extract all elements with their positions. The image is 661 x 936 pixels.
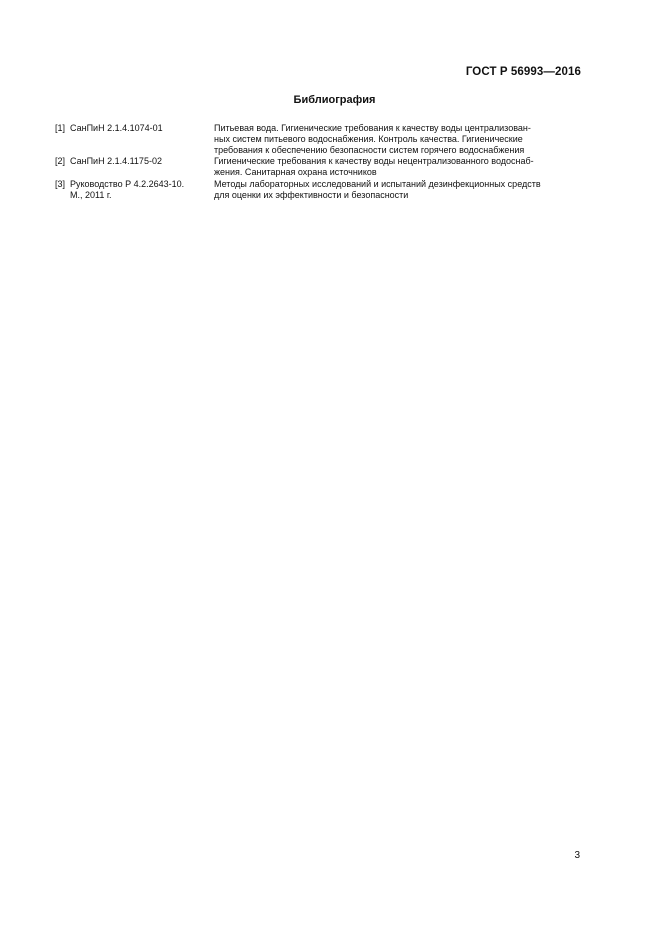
bibliography-entry — [55, 179, 580, 201]
bibliography-entry — [55, 156, 580, 178]
entry-number: [3] — [55, 178, 66, 189]
entry-reference: СанПиН 2.1.4.1074-01 — [70, 123, 163, 133]
entry-reference: СанПиН 2.1.4.1175-02 — [70, 156, 162, 167]
entry-reference: Руководство Р 4.2.2643-10. М., 2011 г. — [70, 178, 185, 200]
entry-description: Гигиенические требования к качеству воды нецентрализованного водоснаб- жения. Санитарная охрана источников — [214, 156, 534, 178]
bibliography-list — [55, 123, 580, 201]
section-title: Библиография — [293, 94, 376, 106]
entry-description: Питьевая вода. Гигиенические требования к качеству воды централизован- ных систем питьевого водоснабжения. Контроль качества. Гигиенические требования к обеспечению безопасности систем горячего водоснабжения — [214, 123, 531, 155]
entry-number: [1] — [55, 123, 66, 133]
document-code: ГОСТ Р 56993—2016 — [465, 66, 581, 78]
entry-number: [2] — [55, 156, 66, 167]
bibliography-entry — [55, 123, 580, 155]
page-number: 3 — [574, 850, 580, 861]
entry-description: Методы лабораторных исследований и испытаний дезинфекционных средств для оценки их эффективности и безопасности — [214, 178, 541, 200]
